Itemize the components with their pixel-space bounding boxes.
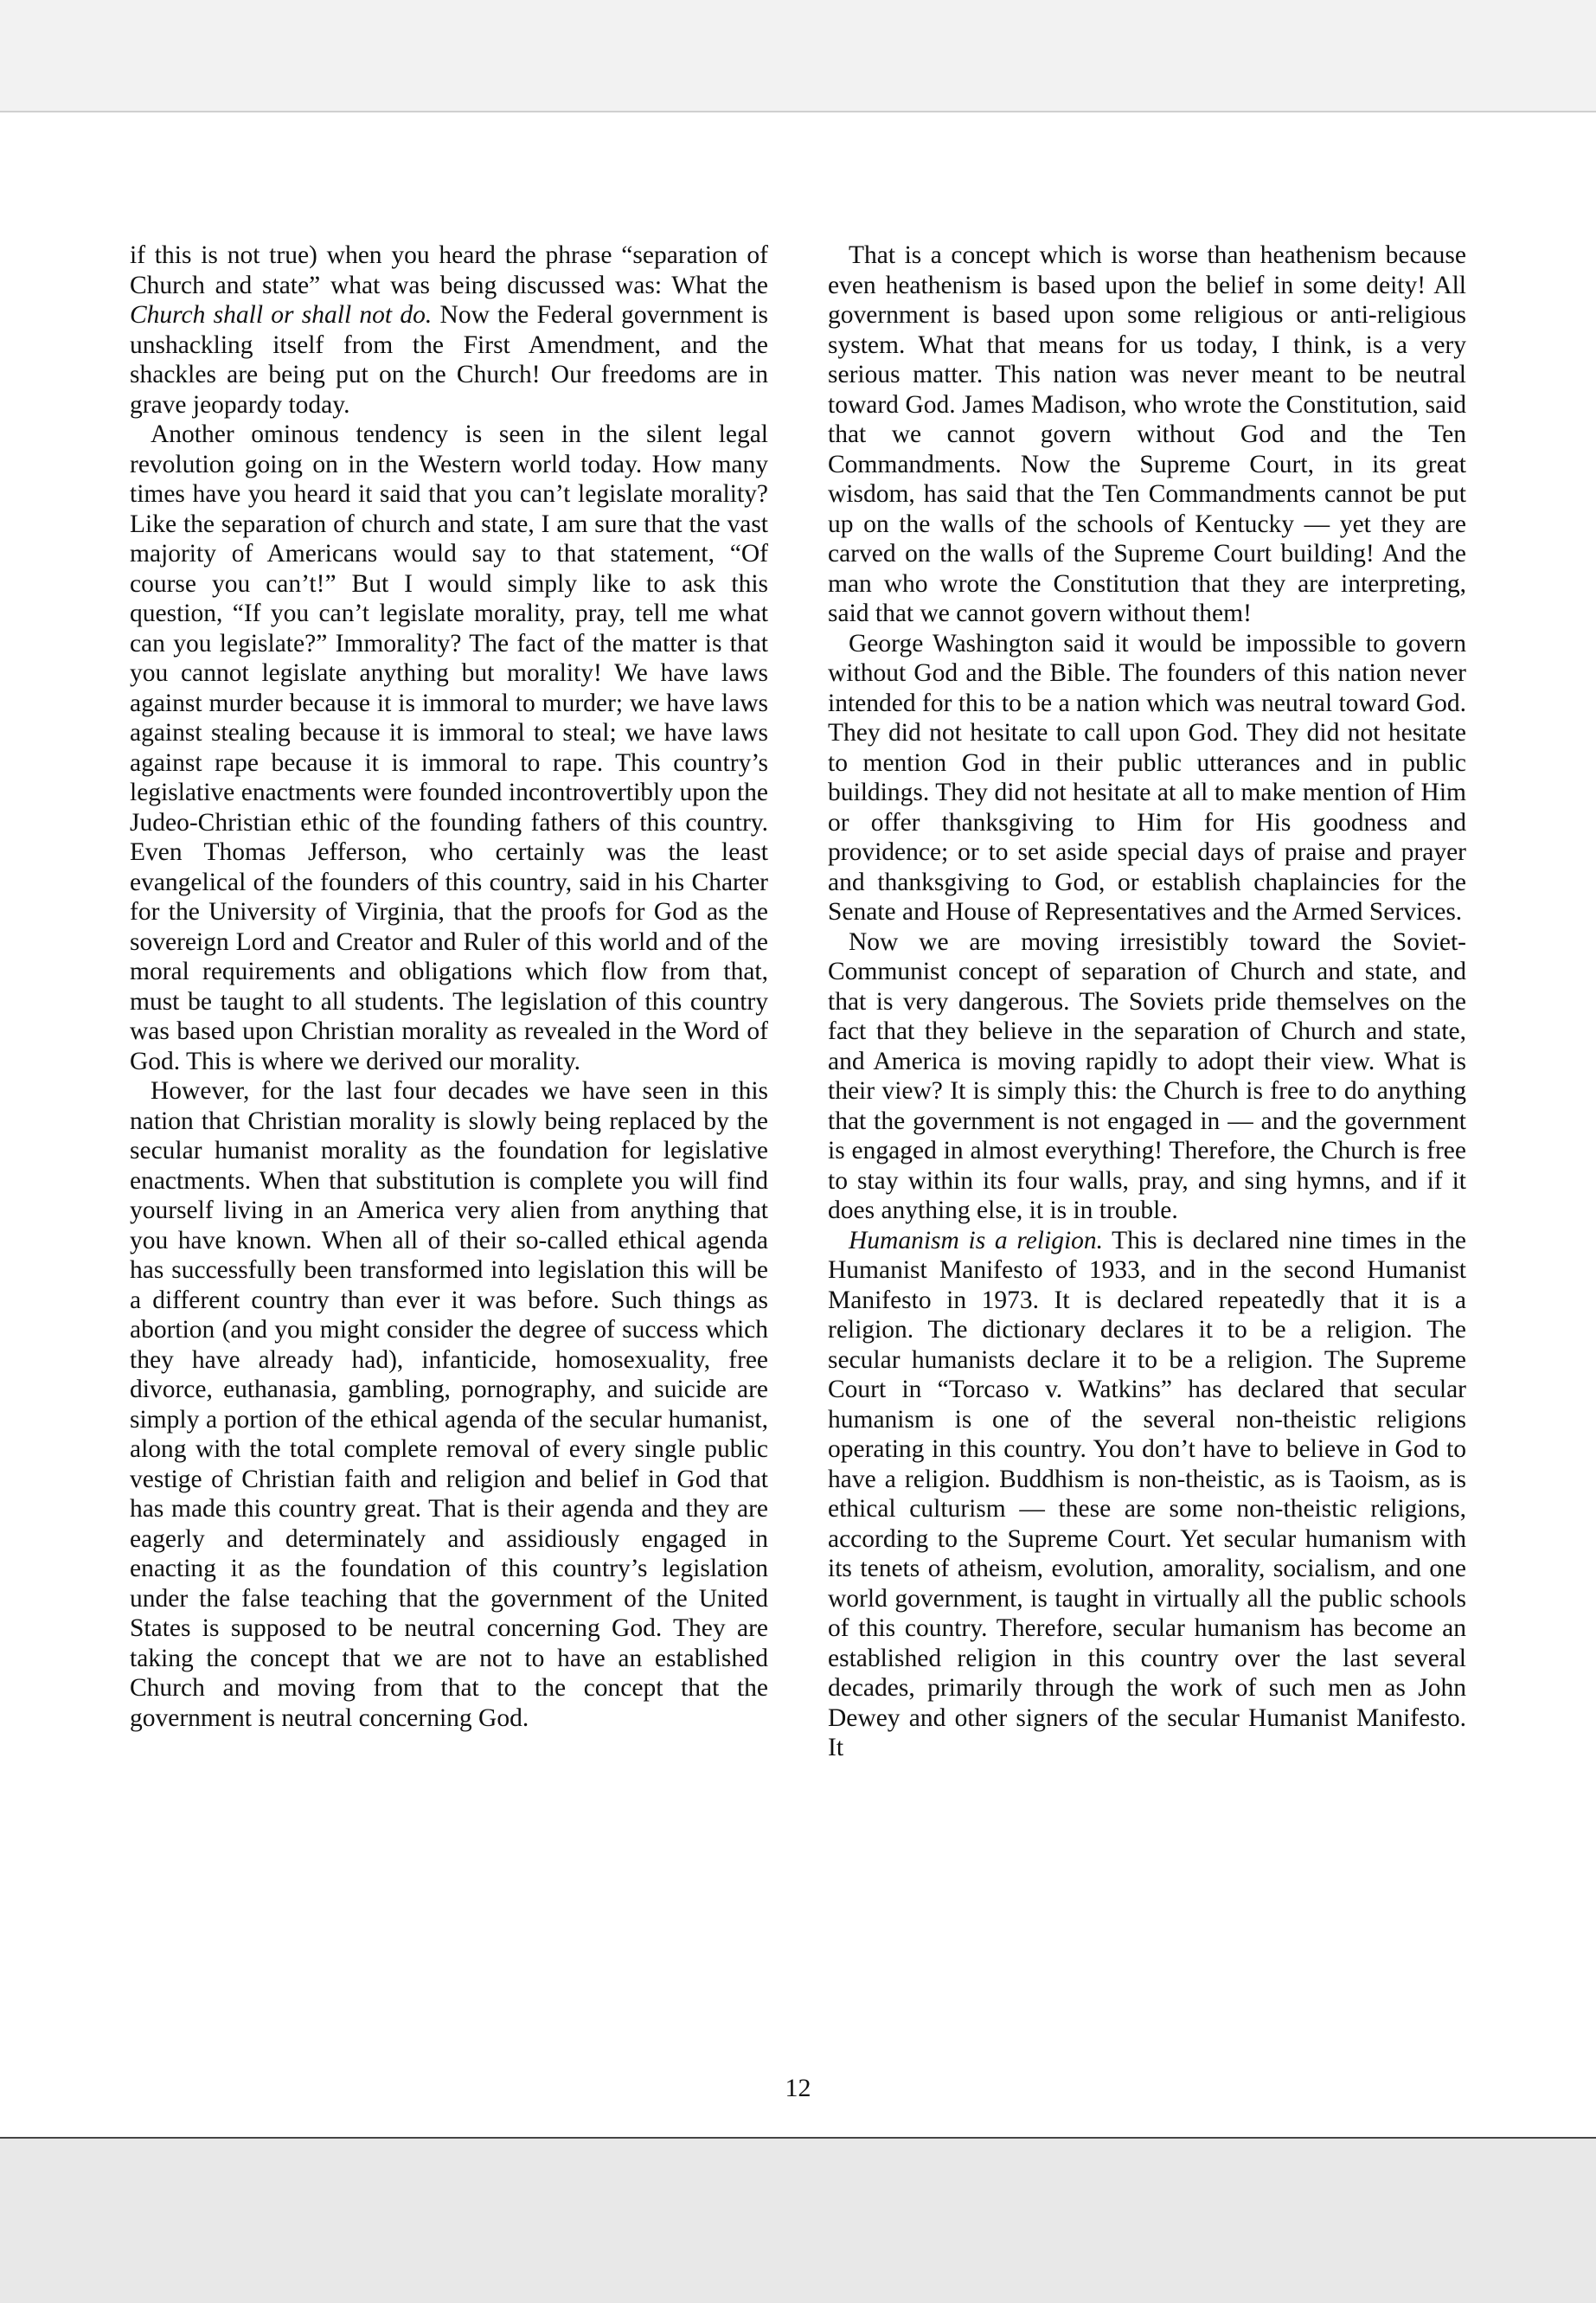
left-paragraph-1-text: if this is not true) when you heard the phrase “separation of Church and state” what was being discussed was: What the (130, 241, 768, 299)
right-paragraph-3: Now we are moving irresistibly toward the Soviet-Communist concept of separation of Church and state, and that is very dangerous. The Soviets pride themselves on the fact that they believe in the separation of Church and state, and America is moving rapidly to adopt their view. What is their view? It is simply this: the Church is free to do anything that the government is not engaged in — and the government is engaged in almost everything! Therefore, the Church is free to stay within its four walls, pray, and sing hymns, and if it does anything else, it is in trouble. (828, 927, 1466, 1224)
right-column (828, 241, 1466, 1763)
left-paragraph-1-emphasis: Church shall or shall not do. (130, 301, 433, 329)
left-paragraph-1 (130, 241, 768, 420)
right-paragraph-4-lead: Humanism is a religion. (849, 1226, 1104, 1254)
scan-bottom-margin (0, 2137, 1596, 2303)
left-paragraph-2: Another ominous tendency is seen in the silent legal revolution going on in the Western world today. How many times have you heard it said that you can’t legislate morality? Like the separation of church and state, I am sure that the vast majority of Americans would say to that statement, “Of course you can’t!” But I would simply like to ask this question, “If you can’t legislate morality, pray, tell me what can you legislate?” Immorality? The fact of the matter is that you cannot legislate anything but morality! We have laws against murder because it is immoral to murder; we have laws against stealing because it is immoral to steal; we have laws against rape because it is immoral to rape. This country’s legislative enactments were founded incontrovertibly upon the Judeo-Christian ethic of the founding fathers of this country. Even Thomas Jefferson, who certainly was the least evangelical of the founders of this country, said in his Charter for the University of Virginia, that the proofs for God as the sovereign Lord and Creator and Ruler of this world and of the moral requirements and obligations which flow from that, must be taught to all students. The legislation of this country was based upon Christian morality as revealed in the Word of God. This is where we derived our morality. (130, 420, 768, 1075)
right-paragraph-4-text: This is declared nine times in the Humanist Manifesto of 1933, and in the second Humanist Manifesto in 1973. It is declared repeatedly that it is a religion. The dictionary declares it to be a religion. The secular humanists declare it to be a religion. The Supreme Court in “Torcaso v. Watkins” has declared that secular humanism is one of the several non-theistic religions operating in this country. You don’t have to believe in God to have a religion. Buddhism is non-theistic, as is Taoism, as is ethical culturism — these are some non-theistic religions, according to the Supreme Court. Yet secular humanism with its tenets of atheism, evolution, amorality, socialism, and one world government, is taught in virtually all the public schools of this country. Therefore, secular humanism has become an established religion in this country over the last several decades, primarily through the work of such men as John Dewey and other signers of the secular Humanist Manifesto. It (828, 1226, 1466, 1761)
scan-top-margin (0, 0, 1596, 112)
page-number: 12 (785, 2074, 811, 2102)
left-column (130, 241, 768, 1733)
right-paragraph-2: George Washington said it would be impossible to govern without God and the Bible. The founders of this nation never intended for this to be a nation which was neutral toward God. They did not hesitate to call upon God. They did not hesitate to mention God in their public utterances and in public buildings. They did not hesitate at all to make mention of Him or offer thanksgiving to Him for His goodness and providence; or to set aside special days of praise and prayer and thanksgiving to God, or establish chaplaincies for the Senate and House of Representatives and the Armed Services. (828, 629, 1466, 926)
left-paragraph-3: However, for the last four decades we have seen in this nation that Christian morality is slowly being replaced by the secular humanist morality as the foundation for legislative enactments. When that substitution is complete you will find yourself living in an America very alien from anything that you have known. When all of their so-called ethical agenda has successfully been transformed into legislation this will be a different country than ever it was before. Such things as abortion (and you might consider the degree of success which they have already had), infanticide, homosexuality, free divorce, euthanasia, gambling, pornography, and suicide are simply a portion of the ethical agenda of the secular humanist, along with the total complete removal of every single public vestige of Christian faith and religion and belief in God that has made this country great. That is their agenda and they are eagerly and determinately and assidiously engaged in enacting it as the foundation of this country’s legislation under the false teaching that the government of the United States is supposed to be neutral concerning God. They are taking the concept that we are not to have an established Church and moving from that to the concept that the government is neutral concerning God. (130, 1077, 768, 1732)
right-paragraph-4 (828, 1226, 1466, 1763)
left-paragraph-1-text-rest: Now the Federal government is unshackling itself from the First Amendment, and the shackles are being put on the Church! Our freedoms are in grave jeopardy today. (130, 301, 769, 419)
right-paragraph-1: That is a concept which is worse than heathenism because even heathenism is based upon the belief in some deity! All government is based upon some religious or anti-religious system. What that means for us today, I think, is a very serious matter. This nation was never meant to be neutral toward God. James Madison, who wrote the Constitution, said that we cannot govern without God and the Ten Commandments. Now the Supreme Court, in its great wisdom, has said that the Ten Commandments cannot be put up on the walls of the schools of Kentucky — yet they are carved on the walls of the Supreme Court building! And the man who wrote the Constitution that they are interpreting, said that we cannot govern without them! (828, 241, 1466, 627)
